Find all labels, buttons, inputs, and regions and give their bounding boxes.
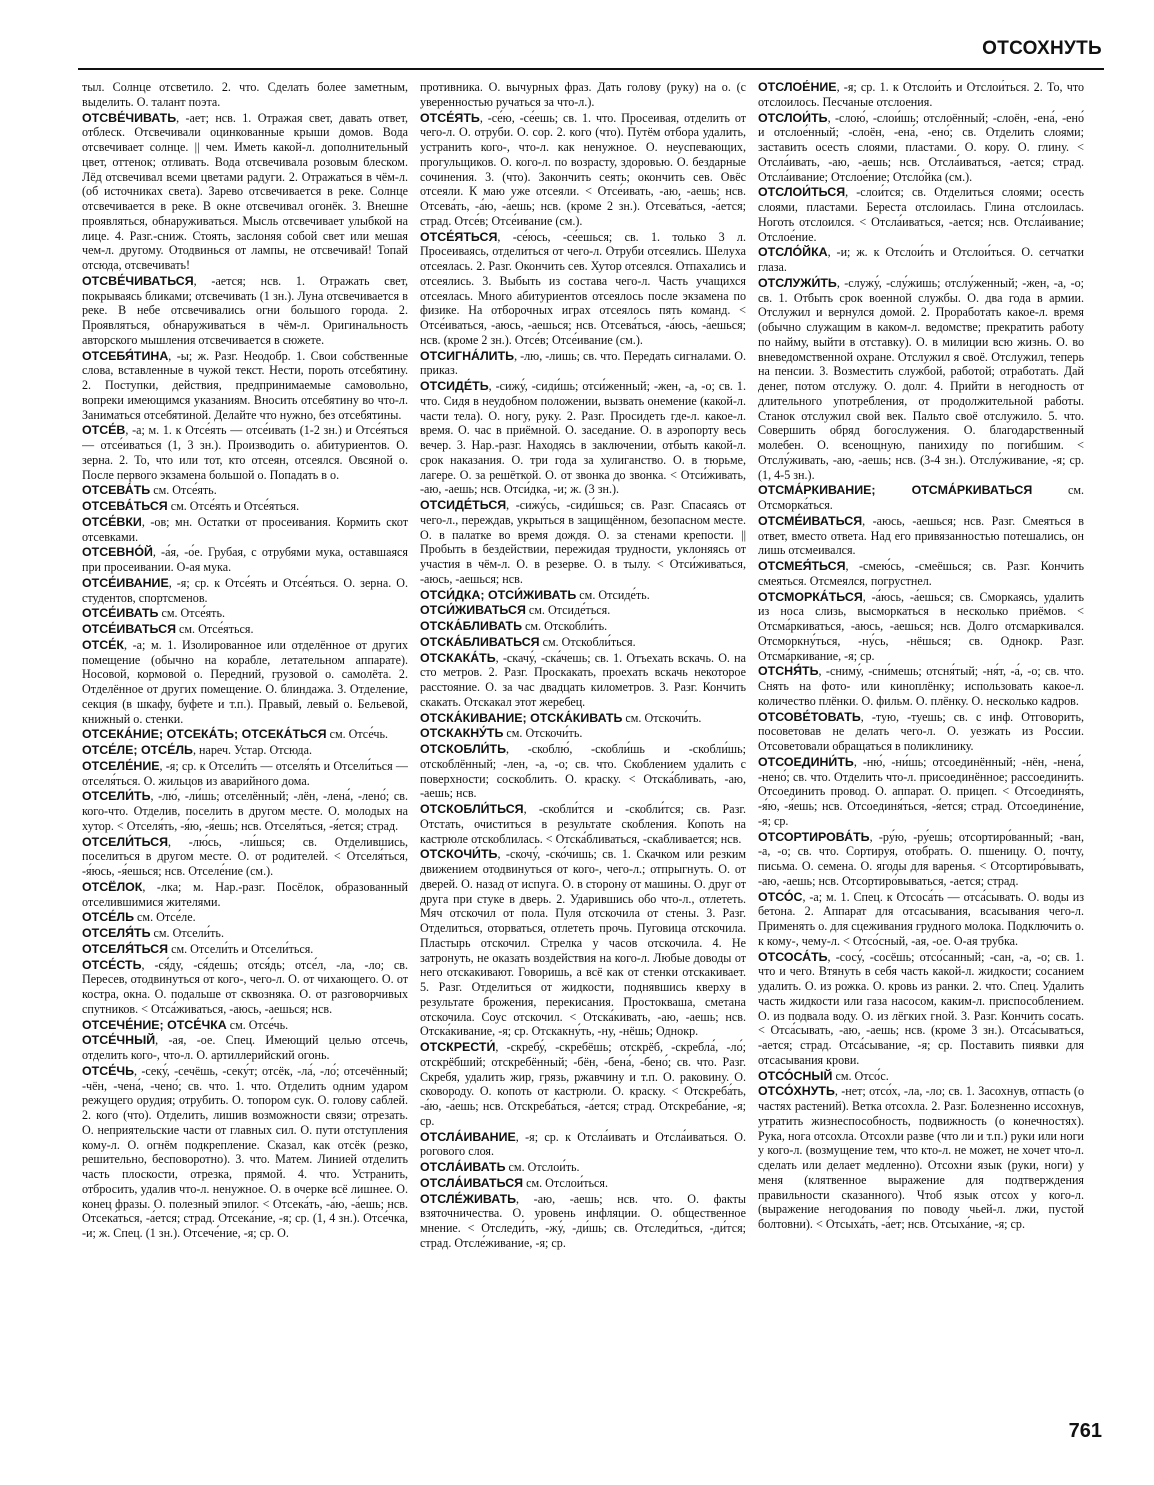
running-head: ОТСОХНУТЬ: [982, 38, 1102, 59]
entry-headword: ОТСЛОИ́ТЬ: [758, 110, 828, 125]
entry-headword: ОТСЕЛЯ́ТЬСЯ: [82, 941, 169, 956]
entry-text: , -се́юсь, -се́ешься; св. 1. только 3 л. Просеиваясь, отделиться от чего-л. Отруби отсеялись. Шелуха отсеялась. 2. Разг. Окончить сев. Хутор отсеялся. Отпахались и отсеялись. 3. Выбыть из состава чего-л. Часть учащихся отсеялась. Много абитуриентов отсеялось после экзамена по физике. На отборочных играх отсеялось пять команд. < Отсе́иваться, -аюсь, -аешься; нсв. Отсева́ться, -а́юсь, -а́ешься; нсв. (кроме 2 зн.). Отсе́в; Отсе́ивание (см.).: [420, 229, 746, 347]
entry-text: см. Отсе́ять.: [158, 606, 225, 621]
entry-text: , -скребу́, -скребёшь; отскрёб, -скребла́, -ло́; отскрёбший; отскребённый; -бён, -бена́, -бено́; св. что. Разг. Скребя, удалить жир, грязь, ржавчину и т.п. О. раковину. О. сковороду. О. копоть от кастрюли. О. краску. < Отскреба́ть, -а́ю, -а́ешь; нсв. Отскреба́ться, -а́ется; страд. Отскреба́ние, -я; ср.: [420, 1040, 746, 1128]
entry-headword: ОТСЕ́ИВАТЬ: [82, 606, 159, 621]
dictionary-entry: [420, 711, 746, 726]
dictionary-entry: [420, 349, 746, 379]
dictionary-entry: [82, 576, 408, 606]
entry-text: , -слою́, -слои́шь; отслоённый; -слоён, -ена́, -ено́ и отслое́нный; -слоён, -ена́, -ено́; св. Отделить слоями; заставить осесть слоями, пластами. О. кору. О. глину. < Отсла́ивать, -аю, -аешь; нсв. Отсла́иваться, -ается; страд. Отсла́ивание; Отслое́ние; Отсло́йка (см.).: [758, 110, 1084, 184]
entry-headword: ОТСЕЛЕ́НИЕ: [82, 758, 160, 773]
dictionary-entry: [82, 274, 408, 348]
dictionary-entry: [82, 743, 408, 758]
entry-text: см. Отсе́яться.: [176, 622, 254, 636]
dictionary-entry: [82, 880, 408, 910]
entry-headword: ОТСЕ́ЛЬ: [82, 910, 135, 925]
entry-headword: ОТСЕ́ИВАНИЕ: [82, 575, 169, 590]
entry-text: см. Отсе́чь.: [226, 1017, 289, 1032]
entry-text: см. Отсели́ть и Отсели́ться.: [168, 941, 314, 956]
dictionary-entry: [82, 1033, 408, 1063]
dictionary-entry: [82, 423, 408, 482]
dictionary-entry: [82, 942, 408, 957]
dictionary-entry: [420, 588, 746, 603]
entry-headword: ОТСЛЕ́ЖИВАТЬ: [420, 1191, 517, 1206]
dictionary-entry: [420, 742, 746, 801]
entry-headword: ОТСМОРКА́ТЬСЯ: [758, 589, 863, 604]
entry-text: , -а; м. 1. Изолированное или отделённое от других помещение (обычно на корабле, летательном аппарате). Носовой, кормовой о. Передний, грузовой о. самолёта. 2. Отделённое от других помещение. О. блиндажа. 3. Отделение, секция (в шкафу, буфете и т.п.). Правый, левый о. Бельевой, книжный о. стенки.: [82, 637, 408, 726]
entry-text: , -я; ср. к Отсели́ть — отселя́ть и Отсели́ться — отселя́ться. О. жильцов из аварийного дома.: [82, 758, 408, 788]
dictionary-entry: [82, 622, 408, 637]
entry-text: противника. О. вычурных фраз. Дать голову (руку) на о. (с уверенностью ручаться за что-л.).: [420, 80, 746, 109]
entry-text: , -ается; нсв. 1. Отражать свет, покрываясь бликами; отсвечивать (1 зн.). Луна отсвечивается в реке. В небе отсвечивались огни большого города. 2. Проявляться, обнаруживаться в чём-л. Оригинальность авторского мышления отсвечивается в сюжете.: [82, 273, 408, 347]
dictionary-entry: [82, 727, 408, 742]
entry-text: , -ая, -ое. Спец. Имеющий целью отсечь, отделить кого-, что-л. О. артиллерийский огонь.: [82, 1033, 408, 1062]
dictionary-entry: [420, 498, 746, 587]
entry-text: см. Отсели́ть.: [150, 926, 224, 940]
entry-headword: ОТСЛА́ИВАТЬСЯ: [420, 1175, 524, 1190]
entry-headword: ОТСЕЛИ́ТЬСЯ: [82, 834, 169, 849]
dictionary-entry: [758, 80, 1084, 110]
entry-headword: ОТСО́С: [758, 889, 803, 904]
dictionary-entry: [82, 926, 408, 941]
entry-text: , -лю, -лишь; св. что. Передать сигналами. О. приказ.: [420, 348, 746, 378]
entry-text: см. Отскочи́ть.: [503, 726, 583, 741]
entry-headword: ОТСЕВА́ТЬ: [82, 483, 151, 498]
entry-text: см. Отслои́ть.: [505, 1160, 580, 1174]
entry-headword: ОТСЕ́В: [82, 423, 126, 438]
dictionary-entry: [82, 483, 408, 498]
entry-text: , -ов; мн. Остатки от просеивания. Кормить скот отсевками.: [82, 514, 408, 544]
dictionary-entry: [420, 619, 746, 634]
dictionary-entry: [758, 890, 1084, 949]
entry-headword: ОТСО́ХНУТЬ: [758, 1084, 835, 1099]
entry-headword: ОТСЛОЕ́НИЕ: [758, 80, 837, 94]
entry-text: , -лка; м. Нар.-разг. Посёлок, образованный отселившимися жителями.: [82, 879, 408, 909]
dictionary-entry: [82, 499, 408, 514]
entry-headword: ОТСКА́КИВАНИЕ; ОТСКА́КИВАТЬ: [420, 710, 623, 725]
entry-text: , -я; ср. к Отсла́ивать и Отсла́иваться. О. рогового слоя.: [420, 1129, 746, 1159]
entry-headword: ОТСЕБЯ́ТИНА: [82, 348, 169, 363]
entry-headword: ОТСКОЧИ́ТЬ: [420, 847, 498, 862]
entry-text: , -я; ср. 1. к Отслои́ть и Отслои́ться. 2. То, что отслоилось. Песчаные отслоения.: [758, 80, 1084, 109]
entry-headword: ОТСЛУЖИ́ТЬ: [758, 275, 837, 290]
entry-headword: ОТСМА́РКИВАНИЕ; ОТСМА́РКИВАТЬСЯ: [758, 483, 1033, 498]
dictionary-entry: [758, 245, 1084, 275]
dictionary-entry: [758, 483, 1084, 513]
entry-headword: ОТСКАКА́ТЬ: [420, 650, 496, 665]
entry-headword: ОТСЁЛОК: [82, 879, 143, 894]
dictionary-entry: [758, 514, 1084, 558]
entry-headword: ОТСОРТИРОВА́ТЬ: [758, 829, 870, 844]
entry-text: , -секу́, -сечёшь, -секу́т; отсёк, -ла́, -ло́; отсечённый; -чён, -чена́, -чено́; св. что. 1. что. Отделить одним ударом режущего орудия; отрубить. О. топором сук. О. голову саблей. 2. кого (что). Отделить, лишив возможности связи; отрезать. О. неприятельские части от главных сил. О. пути отступления кому-л. О. огнём подкрепление. Сказал, как отсёк (резко, решительно, бесповоротно). 3. что. Матем. Линией отделить часть плоскости, отрезка, прямой. 4. что. Устранить, отбросить, удалив что-л. ненужное. О. в очерке всё лишнее. О. конец фразы. О. полезный эпилог. < Отсека́ть, -а́ю, -а́ешь; нсв. Отсека́ться, -а́ется; страд. Отсека́ние, -я; ср. (1, 4 зн.). Отсе́чка, -и; ж. Спец. (1 зн.). Отсече́ние, -я; ср. О.: [82, 1063, 408, 1240]
dictionary-entry: [82, 349, 408, 423]
entry-text: , -сижу́, -сиди́шь; отси́женный; -жен, -а, -о; св. 1. что. Сидя в неудобном положении, вызвать онемение (какой-л. части тела). О. ногу, руку. 2. Разг. Просидеть где-л. какое-л. время. О. час в приёмной. О. заседание. О. в аэропорту весь вечер. 3. Нар.-разг. Находясь в заключении, отбыть какой-л. срок наказания. О. три года за хулиганство. О. в тюрьме, лагере. О. за решёткой. О. от звонка до звонка. < Отси́живать, -аю, -аешь; нсв. Отси́дка, -и; ж. (3 зн.).: [420, 379, 746, 497]
page-number: 761: [1068, 1420, 1102, 1442]
dictionary-entry: [82, 545, 408, 575]
dictionary-entry: [82, 835, 408, 879]
dictionary-entry: [420, 651, 746, 710]
entry-headword: ОТСЕВА́ТЬСЯ: [82, 499, 168, 513]
column-2: [420, 80, 746, 1420]
entry-text: , -скочу́, -ско́чишь; св. 1. Скачком или резким движением отодвинуться от кого-, чего-л.; отпрыгнуть. О. от дверей. О. назад от испуга. О. в сторону от машины. О. друг от друга при стуке в дверь. 2. Ударившись обо что-л., отлететь. Мяч отскочил от пола. Пуля отскочила от стены. 3. Разг. Отделиться, оторваться, отлететь прочь. Пуговица отскочила. Пластырь отскочил. Стрелка у часов отскочила. 4. Не затронуть, не оказать воздействия на кого-л. Любые доводы от него отскакивают. Говоришь, а всё как от стенки отскакивает. 5. Разг. Отделиться от жидкости, поднявшись кверху в результате брожения, перекисания. Простокваша, сметана отскочила. Соус отскочил. < Отска́кивать, -аю, -аешь; нсв. Отска́кивание, -я; ср. Отскакну́ть, -ну, -нёшь; Однокр.: [420, 847, 746, 1039]
dictionary-entry: [758, 710, 1084, 754]
dictionary-entry: [82, 958, 408, 1017]
dictionary-entry: [420, 603, 746, 618]
entry-headword: ОТСЕ́ЛЕ; ОТСЕ́ЛЬ: [82, 743, 193, 757]
column-3: [758, 80, 1084, 1420]
entry-headword: ОТСИДЕ́ТЬСЯ: [420, 498, 507, 512]
entry-headword: ОТСИ́ЖИВАТЬСЯ: [420, 603, 526, 618]
entry-text: , -смею́сь, -смеёшься; св. Разг. Кончить смеяться. Отсмеялся, погрустнел.: [758, 559, 1084, 588]
entry-headword: ОТСМЕ́ИВАТЬСЯ: [758, 513, 863, 528]
entry-headword: ОТСЛА́ИВАТЬ: [420, 1160, 506, 1174]
dictionary-entry: [758, 950, 1084, 1068]
entry-text: см. Отсе́ять.: [150, 483, 217, 498]
header-rule: [78, 68, 1104, 70]
entry-headword: ОТСОСА́ТЬ: [758, 949, 828, 964]
dictionary-entry: [82, 789, 408, 833]
dictionary-entry: [82, 111, 408, 273]
entry-headword: ОТСЕВНО́Й: [82, 545, 153, 560]
entry-headword: ОТСЛОИ́ТЬСЯ: [758, 185, 846, 200]
entry-headword: ОТСКОБЛИ́ТЬСЯ: [420, 802, 524, 816]
entry-headword: ОТСИ́ДКА; ОТСИ́ЖИВАТЬ: [420, 587, 577, 602]
entry-headword: ОТСЕ́ЯТЬСЯ: [420, 229, 498, 244]
entry-text: см. Отслои́ться.: [523, 1175, 609, 1190]
entry-headword: ОТСКОБЛИ́ТЬ: [420, 742, 507, 756]
dictionary-entry: [82, 606, 408, 621]
entry-headword: ОТСЕ́ЯТЬ: [420, 110, 480, 125]
entry-headword: ОТСО́СНЫЙ: [758, 1068, 833, 1083]
dictionary-entry: [82, 910, 408, 925]
dictionary-entry: [82, 1018, 408, 1033]
dictionary-entry: [758, 111, 1084, 185]
entry-headword: ОТСЛО́ЙКА: [758, 245, 828, 260]
entry-text: , -ню́, -ни́шь; отсоединённый; -нён, -нена́, -нено́; св. что. Отделить что-л. присоединённое; рассоединить. Отсоединить провод. О. аппарат. О. прицеп. < Отсоединя́ть, -я́ю, -я́ешь; нсв. Отсоединя́ться, -я́ется; страд. Отсоедине́ние, -я; ср.: [758, 754, 1084, 828]
entry-headword: ОТСЕЛИ́ТЬ: [82, 789, 151, 804]
entry-text: см. Отсе́чь.: [326, 727, 389, 742]
entry-text: , -скоблю́, -скобли́шь и -скобли́шь; отскоблённый; -лен, -а, -о; св. что. Скоблением удалить с поверхности; соскоблить. О. краску. < Отска́бливать, -аю, -аешь; нсв.: [420, 742, 746, 801]
entry-text: , -сниму́, -сни́мешь; отсня́тый; -ня́т, -а́, -о; св. что. Снять на фото- или киноплёнку; использовать какое-л. количество плёнки. О. фильм. О. плёнку. О. несколько кадров.: [758, 664, 1084, 708]
entry-text: см. Отсе́ять и Отсе́яться.: [167, 499, 300, 513]
entry-text: см. Отскочи́ть.: [622, 710, 702, 725]
entry-headword: ОТСЕ́К: [82, 637, 124, 652]
entry-headword: ОТСВЕ́ЧИВАТЬ: [82, 110, 177, 125]
entry-text: , -а; м. 1. к Отсе́ять — отсе́ивать (1-2 зн.) и Отсе́яться — отсе́иваться (1, 3 зн.). Производить о. абитуриентов. О. зерна. 2. То, что или тот, кто отсеян, отсеялся. Овсяной о. После первого экзамена большой о. Попадать в о.: [82, 423, 408, 482]
entry-text: , -тую, -туешь; св. с инф. Отговорить, посоветовав не делать чего-л. О. уезжать из России. Отсоветовали обращаться в поликлинику.: [758, 709, 1084, 753]
dictionary-entry: [82, 759, 408, 789]
entry-text: , нареч. Устар. Отсюда.: [192, 743, 312, 757]
entry-text: , -ает; нсв. 1. Отражая свет, давать ответ, отблеск. Отсвечивали оцинкованные крыши домов. Вода отсвечивает солнце. || чем. Иметь какой-л. дополнительный цвет, оттенок; отливать. Вода отсвечивала розовым блеском. Лёд отсвечивал всеми цветами радуги. 2. Отражаться в чём-л. (об источниках света). Зарево отсвечивается в реке. Солнце отсвечивается в реке. В окне отсвечивал огонёк. 3. Внешне проявляться, обнаруживаться. Мысль отсвечивает улыбкой на лице. 4. Разг.-сниж. Стоять, заслоняя собой свет или мешая чем-л. другому. Отодвинься от лампы, не отсвечивай! Топай отсюда, отсвечивать!: [82, 110, 408, 272]
entry-text: см. Отсиде́ть.: [576, 587, 650, 602]
entry-text: , -слои́тся; св. Отделиться слоями; осесть слоями, пластами. Береста отслоилась. Глина отслоилась. Ноготь отслоился. < Отсла́иваться, -ается; нсв. Отсла́ивание; Отслое́ние.: [758, 185, 1084, 244]
entry-headword: ОТСКРЕСТИ́: [420, 1040, 496, 1054]
entry-headword: ОТСЕ́ЧЬ: [82, 1063, 135, 1078]
entry-text: , -сижу́сь, -сиди́шься; св. Разг. Спасаясь от чего-л., переждав, укрыться в защищённом, безопасном месте. О. в палатке во время дождя. О. за стенами крепости. || Пробыть в бездействии, пережидая трудности, уклоняясь от участия в чём-л. О. в резерве. О. в тылу. < Отси́живаться, -аюсь, -аешься; нсв.: [420, 498, 746, 586]
entry-headword: ОТСЛА́ИВАНИЕ: [420, 1129, 516, 1144]
dictionary-entry: [758, 664, 1084, 708]
entry-text: , -скачу́, -ска́чешь; св. 1. Отъехать вскачь. О. на сто метров. 2. Разг. Проскакать, проехать вскачь некоторое расстояние. О. за час двадцать километров. 3. Разг. Кончить скакать. Отскакал этот жеребец.: [420, 650, 746, 709]
dictionary-entry: [420, 111, 746, 229]
dictionary-entry: [82, 1064, 408, 1241]
entry-text: , -служу́, -слу́жишь; отслу́женный; -жен, -а, -о; св. 1. Отбыть срок военной службы. О. два года в армии. Отслужил и вернулся домой. 2. Проработать какое-л. время (обычно служащим в каком-л. ведомстве; прекратить работу по найму, выйти в отставку). О. в милиции всю жизнь. О. во вневедомственной охране. Отслужил я своё. Отслужил, теперь на пенсии. 3. Возместить службой, работой; отработать. Дай денег, потом отслужу. О. долг. 4. Прийти в негодность от длительного употребления, от продолжительной работы. Станок отслужил свой век. Пальто своё отслужило. 5. что. Совершить обряд богослужения. О. благодарственный молебен. О. всенощную, панихиду по погибшим. < Отслу́живать, -аю, -аешь; нсв. (3-4 зн.). Отслу́живание, -я; ср. (1, 4-5 зн.).: [758, 275, 1084, 482]
entry-headword: ОТСЕКА́НИЕ; ОТСЕКА́ТЬ; ОТСЕКА́ТЬСЯ: [82, 727, 327, 742]
entry-text: см. Отскобли́ть.: [522, 619, 608, 633]
entry-text: , -ру́ю, -ру́ешь; отсортиро́ванный; -ван, -а, -о; св. что. Сортируя, отобрать. О. пшеницу. О. почту, письма. О. семена. О. ягоды для варенья. < Отсортиро́вывать, -аю, -аешь; нсв. Отсортиро́вываться, -ается; страд.: [758, 829, 1084, 888]
entry-text: , -а́я, -о́е. Грубая, с отрубями мука, оставшаяся при просеивании. О-ая мука.: [82, 545, 408, 574]
entry-headword: ОТСОЕДИНИ́ТЬ: [758, 754, 854, 769]
entry-text: см. Отсиде́ться.: [525, 603, 611, 618]
dictionary-entry: [758, 185, 1084, 244]
entry-text: , -ся́ду, -ся́дешь; отся́дь; отсе́л, -ла, -ло; св. Пересев, отодвинуться от кого-, чего-л. О. от чихающего. О. от костра, окна. О. подальше от сквозняка. О. от разговорчивых спутников. < Отса́живаться, -аюсь, -аешься; нсв.: [82, 957, 408, 1016]
entry-text: тыл. Солнце отсветило. 2. что. Сделать более заметным, выделить. О. талант поэта.: [82, 80, 408, 109]
entry-headword: ОТСЕ́ВКИ: [82, 514, 142, 529]
dictionary-entry: [420, 230, 746, 348]
entry-text: , -нет; отсо́х, -ла, -ло; св. 1. Засохнув, отпасть (о частях растений). Ветка отсохла. 2. Разг. Болезненно иссохнув, утратить жизнеспособность, подвижность (о конечностях). Рука, нога отсохла. Отсохли разве (что ли и т.п.) руки или ноги у кого-л. (возмущение тем, что кто-л. не может, не хочет что-л. сделать или делает медленно). Отсохни язык (руки, ноги) у меня (клятвенное выражение для подтверждения правильности сказанного). Чтоб язык отсох у кого-л. (выражение негодования по поводу чьей-л. лжи, пустой болтовни). < Отсыха́ть, -а́ет; нсв. Отсыха́ние, -я; ср.: [758, 1084, 1084, 1231]
entry-headword: ОТСКА́БЛИВАТЬ: [420, 619, 522, 633]
entry-text: см. Отсморка́ться.: [758, 483, 1084, 512]
dictionary-entry: [420, 379, 746, 497]
dictionary-entry: [420, 1160, 746, 1175]
entry-text: , -ы; ж. Разг. Неодобр. 1. Свои собственные слова, вставленные в чужой текст. Нести, пороть отсебятину. 2. Поступки, действия, предпринимаемые самовольно, вопреки имеющимся указаниям. Вносить отсебятину во что-л. Заниматься отсебятиной. Делайте что нужно, без отсебятины.: [82, 348, 408, 422]
entry-headword: ОТСЕ́СТЬ: [82, 957, 142, 972]
entry-text: , -лю́, -ли́шь; отселённый; -лён, -лена́, -лено́; св. кого-что. Отделив, поселить в другом месте. О. молодых на хутор. < Отселя́ть, -я́ю, -я́ешь; нсв. Отселя́ться, -я́ется; страд.: [82, 789, 408, 833]
entry-headword: ОТСКАКНУ́ТЬ: [420, 726, 504, 741]
entry-headword: ОТСЕ́ИВАТЬСЯ: [82, 622, 177, 636]
entry-headword: ОТСИГНА́ЛИТЬ: [420, 348, 515, 363]
dictionary-entry: [758, 1069, 1084, 1084]
dictionary-entry: [758, 755, 1084, 829]
entry-text: см. Отсо́с.: [832, 1068, 889, 1083]
entry-headword: ОТСЕЧЕ́НИЕ; ОТСЕ́ЧКА: [82, 1017, 227, 1032]
dictionary-entry: [82, 638, 408, 727]
dictionary-entry: [420, 1176, 746, 1191]
dictionary-entry: [420, 635, 746, 650]
dictionary-entry: [758, 1084, 1084, 1232]
entry-headword: ОТСВЕ́ЧИВАТЬСЯ: [82, 273, 194, 288]
dictionary-entry: [758, 276, 1084, 483]
dictionary-entry: [420, 1130, 746, 1160]
entry-text: см. Отскобли́ться.: [539, 634, 636, 649]
entry-text: , -скобли́тся и -скобли́тся; св. Разг. Отстать, очиститься в результате скобления. Копоть на кастрюле отскоблилась. < Отска́бливаться, -скабливается; нсв.: [420, 802, 746, 846]
entry-text: см. Отсе́ле.: [134, 910, 196, 925]
entry-headword: ОТСНЯ́ТЬ: [758, 664, 819, 679]
entry-text: , -а́юсь, -а́ешься; св. Сморкаясь, удалить из носа слизь, высморкаться в несколько приёмов. < Отсма́ркиваться, -аюсь, -аешься; нсв. Долго отсмаркивался. Отсморкну́ться, -ну́сь, -нёшься; св. Однокр. Разг. Отсма́ркивание, -я; ср.: [758, 589, 1084, 663]
dictionary-entry: [420, 847, 746, 1039]
entry-text: , -се́ю, -се́ешь; св. 1. что. Просеивая, отделить от чего-л. О. отруби. О. сор. 2. кого (что). Путём отбора удалить, устранить кого-, что-л. как ненужное. О. неуспевающих, прогульщиков. О. кого-л. по возрасту, здоровью. О. бездарные сочинения. 3. (что). Закончить сеять; окончить сев. Овёс отсеяли. К маю уже отсеяли. < Отсе́ивать, -аю, -аешь; нсв. Отсева́ть, -а́ю, -а́ешь; нсв. (кроме 2 зн.). Отсева́ться, -а́ется; страд. Отсе́в; Отсе́ивание (см.).: [420, 110, 746, 228]
entry-text: , -лю́сь, -ли́шься; св. Отделившись, поселиться в другом месте. О. от родителей. < Отселя́ться, -я́юсь, -я́ешься; нсв. Отселе́ние (см.).: [82, 834, 408, 878]
dictionary-entry: [82, 515, 408, 545]
entry-headword: ОТСЕЛЯ́ТЬ: [82, 926, 151, 940]
dictionary-entry: [420, 726, 746, 741]
entry-text: , -аю, -аешь; нсв. что. О. факты взяточничества. О. уровень инфляции. О. общественное мнение. < Отследи́ть, -жу́, -ди́шь; св. Отследи́ться, -ди́тся; страд. Отсле́живание, -я; ср.: [420, 1191, 746, 1250]
entry-text: , -сосу́, -сосёшь; отсо́санный; -сан, -а, -о; св. 1. что и чего. Втянуть в себя часть какой-л. жидкости; сосанием удалить. О. из рожка. О. кровь из ранки. 2. что. Спец. Удалить часть жидкости или газа насосом, каким-л. приспособлением. О. из подвала воду. О. из лёгких гной. 3. Разг. Кончить сосать. < Отса́сывать, -аю, -аешь; нсв. (кроме 3 зн.). Отса́сываться, -ается; страд. Отса́сывание, -я; ср. Поставить пиявки для отсасывания крови.: [758, 949, 1084, 1067]
entry-headword: ОТСОВЕ́ТОВАТЬ: [758, 709, 861, 724]
dictionary-entry: [420, 1192, 746, 1251]
entry-text: , -а; м. 1. Спец. к Отсоса́ть — отса́сывать. О. воды из бетона. 2. Аппарат для отсасывания, всасывания чего-л. Применять о. для сцеживания грудного молока. Подключить о. к кому-, чему-л. < Отсо́сный, -ая, -ое. О-ая трубка.: [758, 889, 1084, 948]
dictionary-entry: [420, 80, 746, 110]
entry-headword: ОТСМЕЯ́ТЬСЯ: [758, 559, 846, 573]
entry-headword: ОТСИДЕ́ТЬ: [420, 379, 489, 393]
dictionary-entry: [82, 80, 408, 110]
entry-text: , -я; ср. к Отсе́ять и Отсе́яться. О. зерна. О. студентов, спортсменов.: [82, 575, 408, 605]
dictionary-entry: [758, 830, 1084, 889]
entry-headword: ОТСКА́БЛИВАТЬСЯ: [420, 634, 540, 649]
dictionary-entry: [420, 1040, 746, 1129]
entry-text: , -аюсь, -аешься; нсв. Разг. Смеяться в ответ, вместо ответа. Над его привязанностью потешались, он лишь отсмеивался.: [758, 513, 1084, 558]
entry-text: , -и; ж. к Отслои́ть и Отслои́ться. О. сетчатки глаза.: [758, 245, 1084, 274]
column-1: [82, 80, 408, 1420]
dictionary-entry: [420, 802, 746, 846]
entry-headword: ОТСЕ́ЧНЫЙ: [82, 1033, 156, 1048]
dictionary-entry: [758, 559, 1084, 589]
dictionary-entry: [758, 590, 1084, 664]
